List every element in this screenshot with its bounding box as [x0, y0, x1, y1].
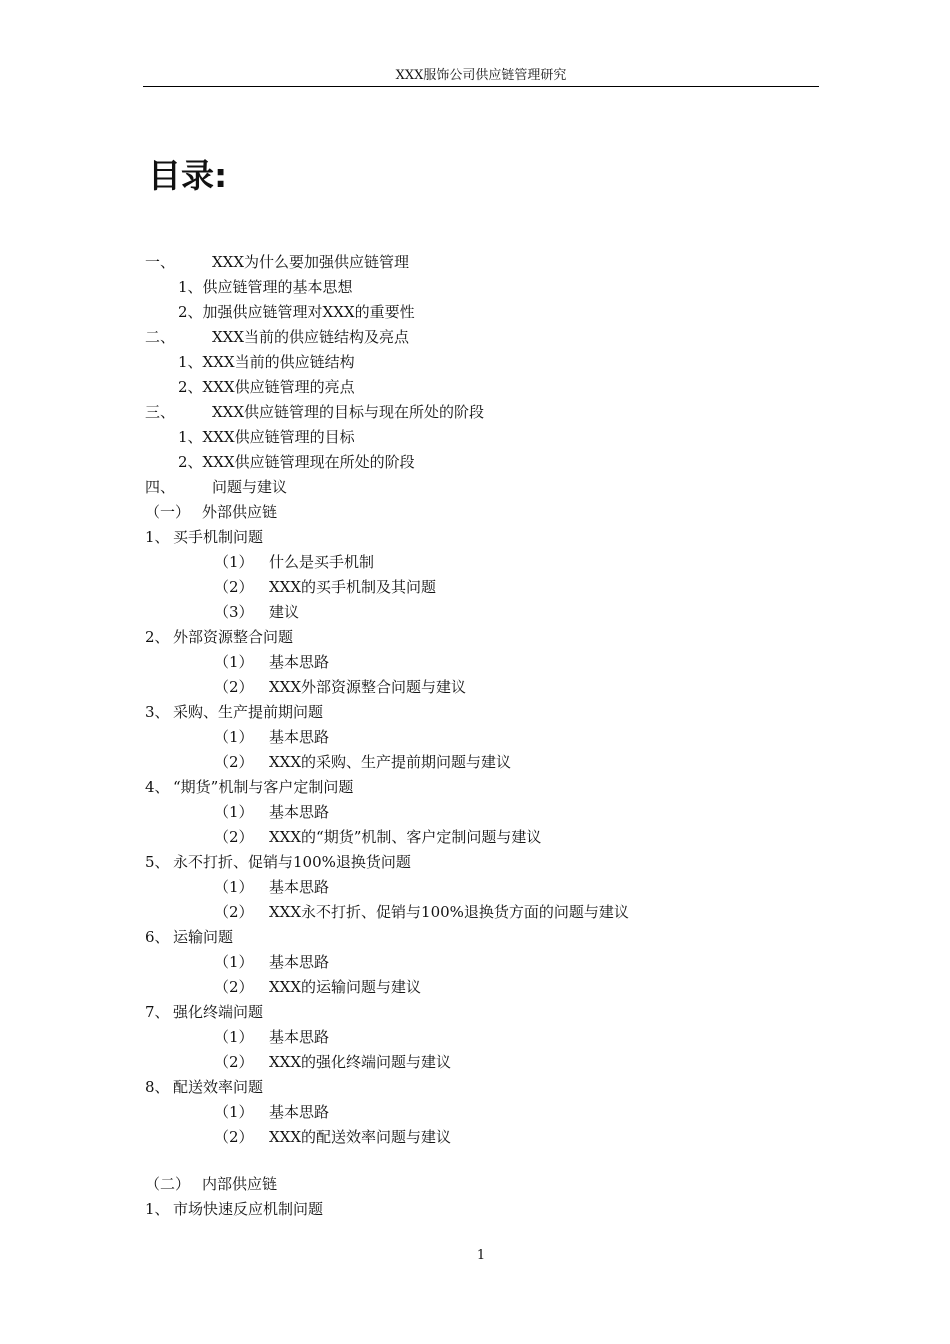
- toc-entry-text: 基本思路: [269, 953, 330, 971]
- toc-entry-text: 外部资源整合问题: [173, 628, 294, 646]
- toc-entry-number: 1、: [145, 528, 170, 546]
- toc-title: 目录:: [148, 156, 228, 195]
- toc-entry-number: （2）: [214, 978, 254, 996]
- toc-entry-text: 什么是买手机制: [269, 553, 375, 571]
- toc-entry-number: 8、: [145, 1078, 170, 1096]
- toc-entry-text: 2、加强供应链管理对XXX的重要性: [178, 303, 415, 321]
- toc-entry-text: 买手机制问题: [173, 528, 264, 546]
- toc-entry-text: 采购、生产提前期问题: [173, 703, 324, 721]
- toc-entry-text: XXX的强化终端问题与建议: [269, 1053, 452, 1071]
- toc-entry-number: （2）: [214, 1053, 254, 1071]
- toc-entry-text: 1、XXX供应链管理的目标: [178, 428, 355, 446]
- toc-entry-number: （1）: [214, 553, 254, 571]
- toc-entry-number: （1）: [214, 1028, 254, 1046]
- toc-entry-number: （一）: [145, 503, 191, 521]
- toc-entry-number: （二）: [145, 1175, 191, 1193]
- toc-entry-text: XXX的采购、生产提前期问题与建议: [269, 753, 512, 771]
- toc-entry-text: 基本思路: [269, 728, 330, 746]
- toc-entry-text: 1、供应链管理的基本思想: [178, 278, 353, 296]
- toc-entry-text: XXX供应链管理的目标与现在所处的阶段: [212, 403, 485, 421]
- header-title: XXX服饰公司供应链管理研究: [395, 68, 567, 83]
- toc-entry-text: XXX的运输问题与建议: [269, 978, 422, 996]
- toc-entry-text: 永不打折、促销与100%退换货问题: [173, 853, 411, 871]
- page-number: 1: [476, 1248, 486, 1263]
- toc-entry-text: 2、XXX供应链管理的亮点: [178, 378, 355, 396]
- toc-entry-number: （1）: [214, 878, 254, 896]
- toc-entry-text: 问题与建议: [212, 478, 288, 496]
- toc-entry-number: 二、: [145, 328, 176, 346]
- toc-entry-number: 3、: [145, 703, 170, 721]
- toc-entry-text: 建议: [269, 603, 300, 621]
- toc-entry-text: XXX的买手机制及其问题: [269, 578, 437, 596]
- toc-entry-number: （2）: [214, 1128, 254, 1146]
- toc-entry-text: 基本思路: [269, 878, 330, 896]
- toc-entry-number: （1）: [214, 953, 254, 971]
- toc-entry-text: XXX当前的供应链结构及亮点: [212, 328, 410, 346]
- toc-entry-text: 基本思路: [269, 653, 330, 671]
- toc-entry-number: （2）: [214, 578, 254, 596]
- toc-entry-number: 1、: [145, 1200, 170, 1218]
- toc-entry-text: 配送效率问题: [173, 1078, 264, 1096]
- toc-entry-text: XXX外部资源整合问题与建议: [269, 678, 467, 696]
- toc-entry-text: 市场快速反应机制问题: [173, 1200, 324, 1218]
- toc-entry-text: 基本思路: [269, 1103, 330, 1121]
- toc-entry-number: （2）: [214, 903, 254, 921]
- toc-entry-text: XXX永不打折、促销与100%退换货方面的问题与建议: [269, 903, 629, 921]
- toc-entry-number: 2、: [145, 628, 170, 646]
- toc-entry-text: 1、XXX当前的供应链结构: [178, 353, 355, 371]
- toc-entry-text: 基本思路: [269, 803, 330, 821]
- toc-entry-text: 外部供应链: [202, 503, 278, 521]
- toc-entry-text: 内部供应链: [202, 1175, 278, 1193]
- toc-entry-number: 7、: [145, 1003, 170, 1021]
- header-divider: [143, 86, 819, 87]
- toc-entry-number: 一、: [145, 253, 176, 271]
- toc-entry-number: （1）: [214, 1103, 254, 1121]
- toc-entry-number: （2）: [214, 678, 254, 696]
- toc-entry-number: 6、: [145, 928, 170, 946]
- toc-entry-number: （1）: [214, 653, 254, 671]
- toc-entry-text: 运输问题: [173, 928, 234, 946]
- toc-entry-text: 强化终端问题: [173, 1003, 264, 1021]
- toc-entry-text: 基本思路: [269, 1028, 330, 1046]
- toc-entry-number: （2）: [214, 828, 254, 846]
- toc-entry-number: （1）: [214, 803, 254, 821]
- toc-entry-text: “期货”机制与客户定制问题: [173, 778, 354, 796]
- toc-entry-number: （3）: [214, 603, 254, 621]
- toc-entry-number: （2）: [214, 753, 254, 771]
- toc-entry-number: 四、: [145, 478, 176, 496]
- toc-entry-text: XXX为什么要加强供应链管理: [212, 253, 410, 271]
- toc-entry-text: XXX的“期货”机制、客户定制问题与建议: [269, 828, 542, 846]
- toc-entry-text: 2、XXX供应链管理现在所处的阶段: [178, 453, 415, 471]
- toc-entry-text: XXX的配送效率问题与建议: [269, 1128, 452, 1146]
- toc-entry-number: 三、: [145, 403, 176, 421]
- toc-entry-number: 4、: [145, 778, 170, 796]
- toc-entry-number: （1）: [214, 728, 254, 746]
- toc-entry-number: 5、: [145, 853, 170, 871]
